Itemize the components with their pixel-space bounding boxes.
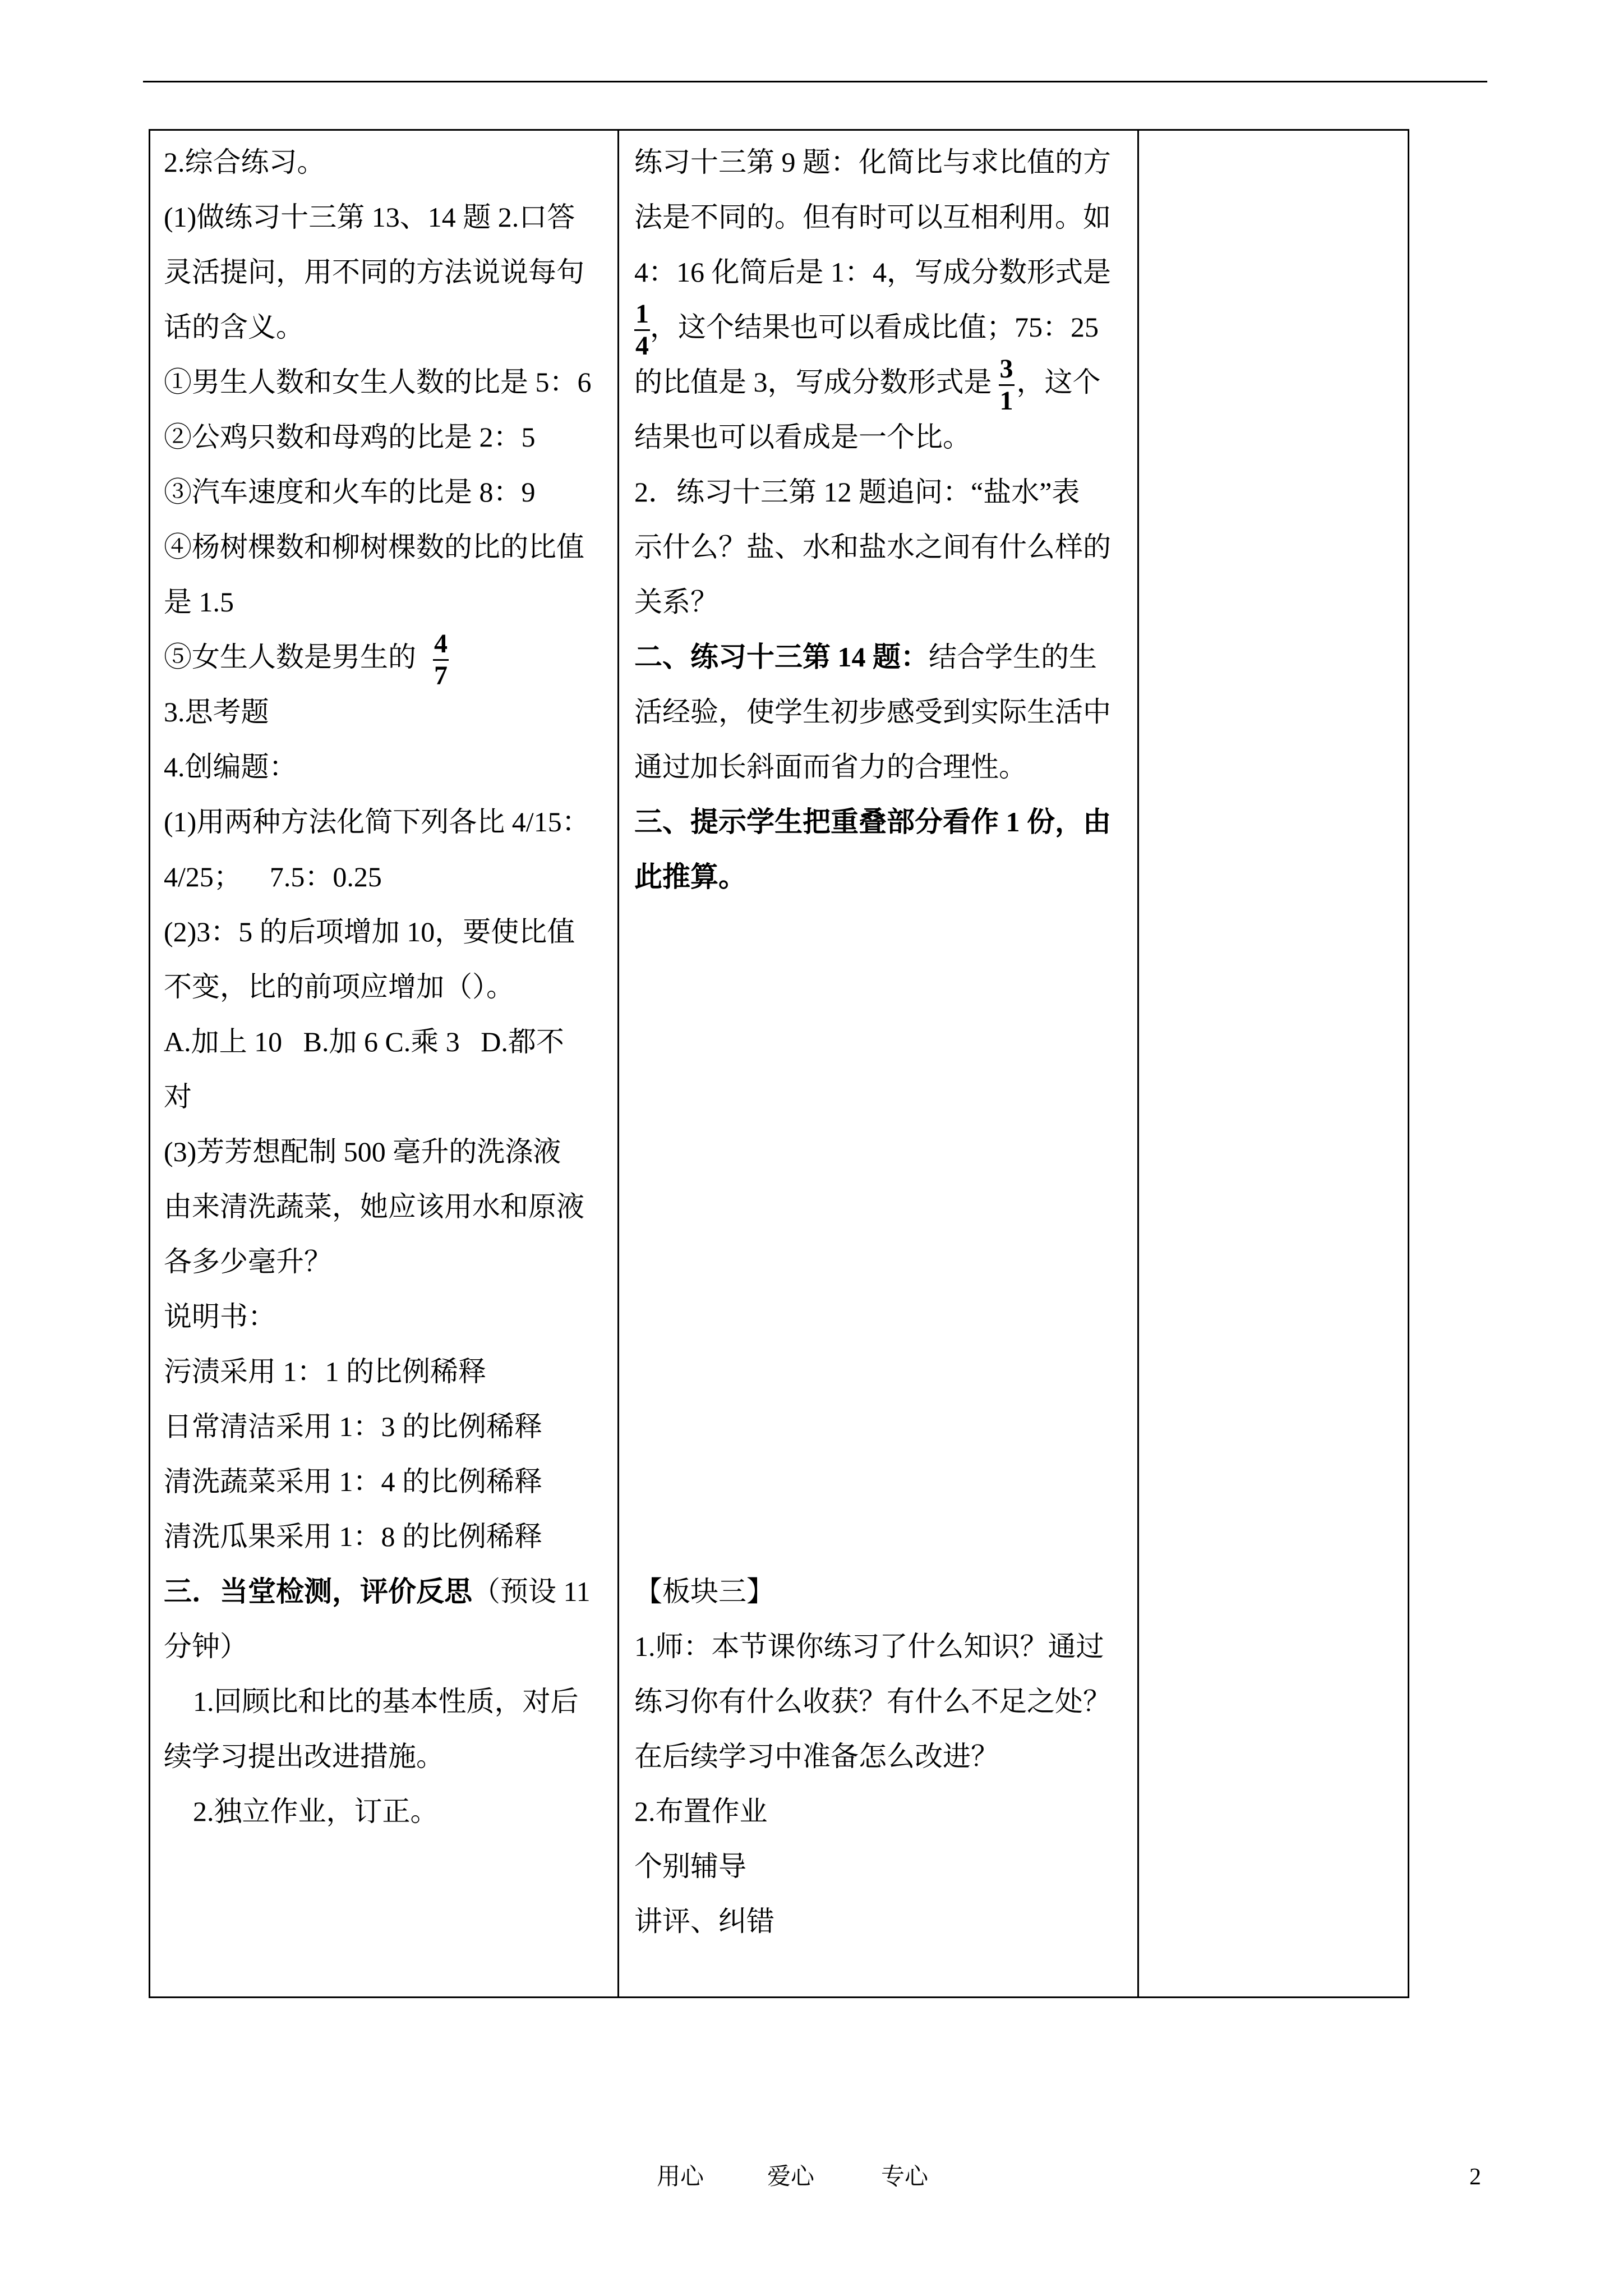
- text-line: 示什么？盐、水和盐水之间有什么样的: [634, 531, 1111, 563]
- line-text: ⑤女生人数是男生的: [164, 641, 416, 673]
- section-heading: 三．当堂检测，评价反思: [164, 1576, 472, 1607]
- text-line: 由来清洗蔬菜，她应该用水和原液: [164, 1191, 584, 1222]
- text-line: 讲评、纠错: [634, 1906, 774, 1937]
- fraction-numerator: 3: [999, 354, 1013, 384]
- text-line: 通过加长斜面而省力的合理性。: [634, 751, 1027, 783]
- lesson-table: [149, 129, 1409, 1998]
- fraction-denominator: 4: [635, 331, 649, 361]
- page-number: 2: [1469, 2164, 1481, 2190]
- text-line: ④杨树棵数和柳树棵数的比的比值: [164, 531, 584, 563]
- text-line: [634, 354, 1137, 416]
- text-line: [634, 629, 1137, 684]
- text-line: 续学习提出改进措施。: [164, 1741, 444, 1772]
- line-text: ，这个: [1016, 366, 1101, 398]
- table-cell-right: [1139, 131, 1408, 1996]
- text-line: 灵活提问，用不同的方法说说每句: [164, 256, 584, 288]
- text-line: [164, 1564, 617, 1619]
- text-line: 法是不同的。但有时可以互相利用。如: [634, 201, 1111, 233]
- fraction-denominator: 1: [999, 386, 1013, 416]
- text-line: 2.独立作业，订正。: [193, 1796, 439, 1827]
- fraction: [634, 301, 650, 360]
- text-line: 清洗瓜果采用 1：8 的比例稀释: [164, 1521, 542, 1552]
- text-line: 关系？: [634, 586, 718, 618]
- table-cell-left: [150, 131, 619, 1996]
- text-line: 结果也可以看成是一个比。: [634, 421, 971, 453]
- line-text: ，这个结果也可以看成比值；75：25: [650, 311, 1099, 343]
- text-line: 说明书：: [164, 1301, 276, 1332]
- fraction-numerator: 4: [434, 629, 448, 659]
- text-line: 2．练习十三第 12 题追问：“盐水”表: [634, 476, 1080, 508]
- text-line: [634, 299, 1137, 361]
- line-text: （预设 11: [472, 1576, 591, 1607]
- text-line: 三、提示学生把重叠部分看作 1 份，由: [634, 806, 1111, 838]
- table-cell-middle: [619, 131, 1139, 1996]
- text-line: (1)用两种方法化简下列各比 4/15：: [164, 806, 590, 838]
- text-line: 1.师：本节课你练习了什么知识？通过: [634, 1631, 1104, 1662]
- section-heading: 二、练习十三第 14 题：: [634, 641, 929, 673]
- text-line: [164, 629, 617, 691]
- fraction: [433, 631, 449, 689]
- text-line: 2.综合练习。: [164, 146, 325, 178]
- cell-blank-space: [634, 904, 1137, 1564]
- header-rule: [143, 81, 1487, 82]
- fraction-numerator: 1: [635, 299, 649, 329]
- footer-motto-word: 用心: [657, 2164, 704, 2190]
- text-line: (2)3：5 的后项增加 10，要使比值: [164, 916, 575, 947]
- text-line: ①男生人数和女生人数的比是 5：6: [164, 366, 592, 398]
- text-line: A.加上 10 B.加 6 C.乘 3 D.都不: [164, 1026, 564, 1057]
- text-line: 在后续学习中准备怎么改进？: [634, 1741, 999, 1772]
- text-line: 是 1.5: [164, 586, 234, 618]
- fraction-denominator: 7: [434, 661, 448, 691]
- text-line: 此推算。: [634, 861, 746, 892]
- text-line: 清洗蔬菜采用 1：4 的比例稀释: [164, 1466, 542, 1497]
- text-line: 话的含义。: [164, 311, 304, 343]
- text-line: 2.布置作业: [634, 1796, 768, 1827]
- text-line: 练习十三第 9 题：化简比与求比值的方: [634, 146, 1111, 178]
- text-line: 日常清洁采用 1：3 的比例稀释: [164, 1411, 542, 1442]
- text-line: (1)做练习十三第 13、14 题 2.口答: [164, 201, 575, 233]
- text-line: 4：16 化简后是 1：4，写成分数形式是: [634, 256, 1111, 288]
- text-line: ②公鸡只数和母鸡的比是 2：5: [164, 421, 536, 453]
- footer-motto-word: 专心: [881, 2164, 929, 2190]
- text-line: 活经验，使学生初步感受到实际生活中: [634, 696, 1111, 728]
- text-line: 1.回顾比和比的基本性质，对后: [193, 1686, 579, 1717]
- line-text: 的比值是 3，写成分数形式是: [634, 366, 992, 398]
- text-line: 练习你有什么收获？有什么不足之处？: [634, 1686, 1111, 1717]
- text-line: 3.思考题: [164, 696, 269, 728]
- text-line: 各多少毫升？: [164, 1246, 332, 1277]
- text-line: 4.创编题：: [164, 751, 297, 783]
- text-line: 不变，比的前项应增加（）。: [164, 971, 514, 1002]
- footer-motto-word: 爱心: [767, 2164, 815, 2190]
- text-line: 分钟）: [164, 1631, 248, 1662]
- block-heading: 【板块三】: [634, 1576, 774, 1607]
- line-text: 结合学生的生: [929, 641, 1097, 673]
- text-line: 对: [164, 1081, 192, 1112]
- text-line: ③汽车速度和火车的比是 8：9: [164, 476, 536, 508]
- text-line: 4/25； 7.5：0.25: [164, 861, 382, 892]
- text-line: 个别辅导: [634, 1851, 746, 1882]
- text-line: (3)芳芳想配制 500 毫升的洗涤液: [164, 1136, 561, 1167]
- fraction: [999, 356, 1015, 415]
- text-line: 污渍采用 1：1 的比例稀释: [164, 1356, 486, 1387]
